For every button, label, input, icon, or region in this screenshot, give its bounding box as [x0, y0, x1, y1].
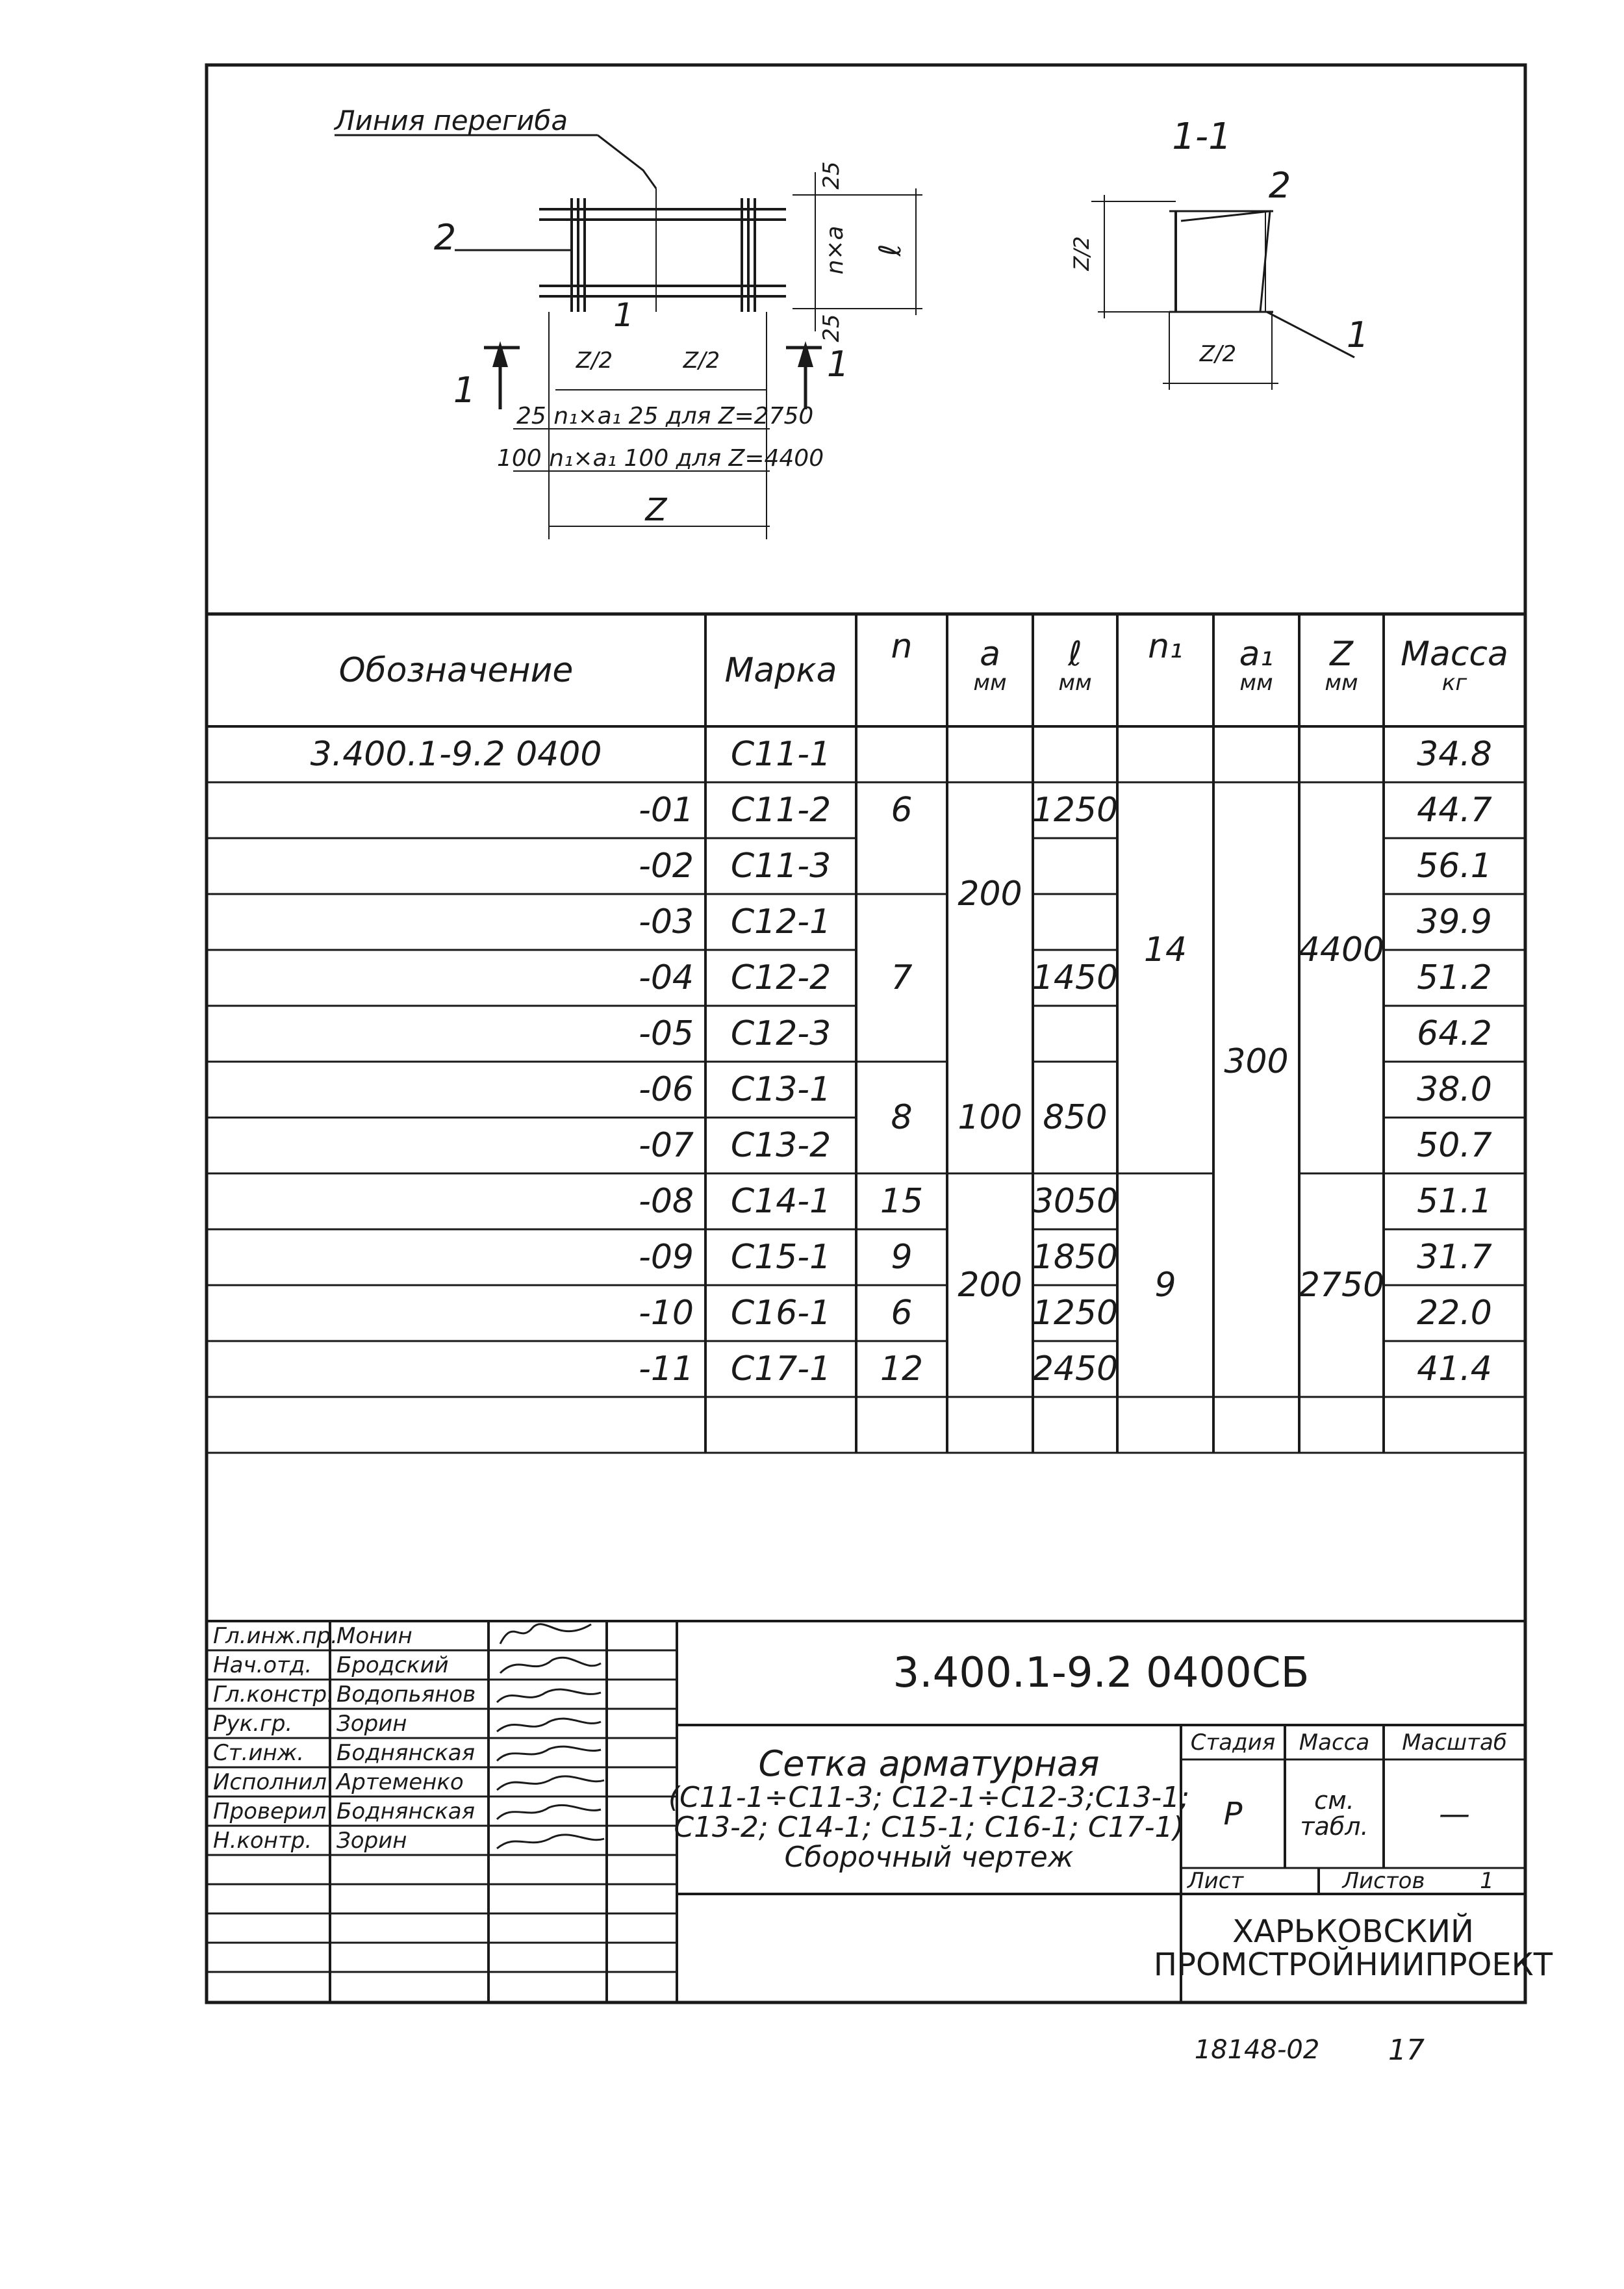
n-value-6: 6: [891, 791, 913, 830]
row-4-mass: 51.2: [1417, 958, 1492, 997]
z-value-4400: 4400: [1298, 930, 1385, 969]
header-l: [1033, 617, 1117, 715]
label-bar-2-left: 2: [433, 216, 457, 258]
staff-name: Боднянская: [336, 1739, 476, 1766]
row-3-mass: 39.9: [1417, 902, 1492, 941]
scale-label: Масштаб: [1402, 1729, 1507, 1756]
l-value-3050: 3050: [1032, 1182, 1119, 1221]
n1-value-14: 14: [1143, 930, 1187, 969]
dim-z-half-section: Z/2: [1199, 341, 1237, 367]
a-value-200b: 200: [958, 1266, 1022, 1305]
staff-name: Артеменко: [336, 1769, 464, 1795]
staff-role: Нач.отд.: [213, 1652, 312, 1678]
section-mark-left: 1: [453, 369, 476, 411]
row-0-mark: С11-1: [730, 735, 831, 774]
row-6-mark: С13-1: [730, 1070, 831, 1109]
stage-value: Р: [1223, 1795, 1243, 1832]
staff-role: Проверил: [213, 1798, 327, 1824]
label-bar-2-section: 2: [1268, 164, 1291, 206]
n-value-9: 9: [891, 1238, 913, 1277]
a-value-100: 100: [958, 1098, 1022, 1137]
row-3-designation: -03: [639, 902, 694, 941]
l-value-850: 850: [1043, 1098, 1108, 1137]
row-9-mark: С15-1: [730, 1238, 831, 1277]
header-a-symbol: a: [980, 634, 1000, 674]
a1-value-300: 300: [1224, 1042, 1289, 1081]
label-bar-1-plan: 1: [613, 296, 634, 334]
row-8-mark: С14-1: [730, 1182, 831, 1221]
dim-z-half-a: Z/2: [576, 348, 613, 374]
staff-name: Боднянская: [336, 1798, 476, 1824]
row-2-mass: 56.1: [1417, 847, 1492, 886]
staff-name: Бродский: [336, 1652, 449, 1678]
header-l-unit: мм: [1058, 670, 1092, 697]
row-10-designation: -10: [639, 1294, 694, 1333]
row-9-mass: 31.7: [1417, 1238, 1492, 1277]
row-11-mass: 41.4: [1417, 1349, 1492, 1388]
l-value-1450: 1450: [1032, 958, 1119, 997]
org-line-2: ПРОМСТРОЙНИИПРОЕКТ: [1153, 1946, 1553, 1983]
staff-name: Монин: [336, 1622, 412, 1649]
row-3-mark: С12-1: [730, 902, 831, 941]
header-z-unit: мм: [1325, 670, 1358, 697]
row-0-mass: 34.8: [1417, 735, 1492, 774]
staff-role: Рук.гр.: [213, 1710, 293, 1737]
header-l-symbol: ℓ: [1068, 634, 1082, 674]
dim-25-top: 25: [818, 161, 844, 190]
sheets-value: 1: [1480, 1868, 1494, 1894]
n-value-8: 8: [891, 1098, 913, 1137]
row-8-mass: 51.1: [1417, 1182, 1492, 1221]
title-line-1: Сетка арматурная: [758, 1743, 1100, 1785]
row-1-mark: С11-2: [730, 791, 831, 830]
row-7-designation: -07: [639, 1126, 694, 1165]
header-n1: n₁: [1148, 627, 1183, 666]
z-value-2750: 2750: [1298, 1266, 1385, 1305]
scale-value: —: [1439, 1795, 1470, 1832]
header-mass: [1384, 617, 1525, 715]
l-value-1850: 1850: [1032, 1238, 1119, 1277]
header-a1: [1213, 617, 1299, 715]
header-z: [1299, 617, 1384, 715]
archive-number: 18148-02: [1194, 2035, 1320, 2065]
row-9-designation: -09: [639, 1238, 694, 1277]
row-5-designation: -05: [639, 1014, 694, 1053]
row-11-designation: -11: [639, 1349, 694, 1388]
row-7-mark: С13-2: [730, 1126, 831, 1165]
l-value-1250: 1250: [1032, 791, 1119, 830]
dim-l: ℓ: [872, 244, 907, 257]
staff-role: Н.контр.: [213, 1827, 312, 1854]
row-5-mass: 64.2: [1417, 1014, 1492, 1053]
page-number: 17: [1388, 2033, 1425, 2067]
l-value-2450: 2450: [1032, 1349, 1119, 1388]
row-6-mass: 38.0: [1417, 1070, 1492, 1109]
l-value-1250b: 1250: [1032, 1294, 1119, 1333]
row-2-mark: С11-3: [730, 847, 831, 886]
title-line-4: Сборочный чертеж: [784, 1841, 1074, 1874]
label-bar-1-section: 1: [1346, 314, 1369, 355]
sheet-label: Лист: [1187, 1868, 1244, 1894]
header-mass-label: Масса: [1401, 634, 1508, 674]
organization: [1153, 1894, 1553, 2002]
n-value-7: 7: [891, 958, 913, 997]
section-label: 1-1: [1172, 115, 1232, 158]
n-value-12: 12: [880, 1349, 924, 1388]
row-7-mass: 50.7: [1417, 1126, 1492, 1165]
header-z-symbol: Z: [1330, 634, 1353, 674]
staff-role: Исполнил: [213, 1769, 327, 1795]
row-4-designation: -04: [639, 958, 694, 997]
row-0-designation: 3.400.1-9.2 0400: [310, 735, 602, 774]
row-2-designation: -02: [639, 847, 694, 886]
row-1-mass: 44.7: [1417, 791, 1492, 830]
header-a1-unit: мм: [1239, 670, 1273, 697]
dim-z-half-vertical: Z/2: [1069, 236, 1094, 271]
staff-role: Гл.констр.: [213, 1681, 334, 1707]
mass-value-line-2: табл.: [1300, 1811, 1369, 1841]
row-11-mark: С17-1: [730, 1349, 831, 1388]
staff-role: Гл.инж.пр.: [213, 1622, 338, 1649]
row-10-mass: 22.0: [1417, 1294, 1492, 1333]
dim-z-half-b: Z/2: [683, 348, 720, 374]
header-designation: Обозначение: [338, 650, 574, 690]
title-line-3: С13-2; С14-1; С15-1; С16-1; С17-1): [674, 1811, 1184, 1845]
row-1-designation: -01: [639, 791, 694, 830]
header-n: n: [891, 627, 913, 666]
n-value-6b: 6: [891, 1294, 913, 1333]
a-value-200: 200: [958, 875, 1022, 914]
title-line-2: (С11-1÷С11-3; С12-1÷С12-3;С13-1;: [668, 1781, 1190, 1815]
header-a-unit: мм: [973, 670, 1007, 697]
staff-role: Ст.инж.: [213, 1739, 305, 1766]
staff-name: Зорин: [336, 1710, 407, 1737]
org-line-1: ХАРЬКОВСКИЙ: [1232, 1913, 1474, 1950]
row-10-mark: С16-1: [730, 1294, 831, 1333]
document-title: [668, 1725, 1190, 1894]
row-4-mark: С12-2: [730, 958, 831, 997]
mass-value-line-1: см.: [1314, 1785, 1354, 1815]
header-a: [947, 617, 1033, 715]
dim-25-bottom: 25: [818, 314, 844, 342]
dim-row-2750: 25 n₁×a₁ 25 для Z=2750: [516, 402, 814, 429]
dim-z: Z: [645, 492, 667, 528]
mass-value: [1285, 1759, 1384, 1868]
row-6-designation: -06: [639, 1070, 694, 1109]
header-a1-symbol: a₁: [1239, 634, 1274, 674]
header-mark: Марка: [724, 650, 837, 690]
sheets-label: Листов: [1342, 1868, 1425, 1894]
bend-line-label: Линия перегиба: [335, 104, 568, 136]
section-mark-right: 1: [826, 343, 850, 385]
header-mass-unit: кг: [1441, 670, 1467, 697]
staff-name: Водопьянов: [336, 1681, 476, 1707]
mass-label: Масса: [1299, 1729, 1370, 1756]
doc-code: 3.400.1-9.2 0400СБ: [893, 1649, 1310, 1697]
row-8-designation: -08: [639, 1182, 694, 1221]
n-value-15: 15: [880, 1182, 924, 1221]
row-5-mark: С12-3: [730, 1014, 831, 1053]
dim-n-a: n×a: [821, 225, 848, 275]
staff-name: Зорин: [336, 1827, 407, 1854]
n1-value-9: 9: [1154, 1266, 1176, 1305]
dim-row-4400: 100 n₁×a₁ 100 для Z=4400: [497, 444, 824, 472]
stage-label: Стадия: [1190, 1729, 1276, 1756]
